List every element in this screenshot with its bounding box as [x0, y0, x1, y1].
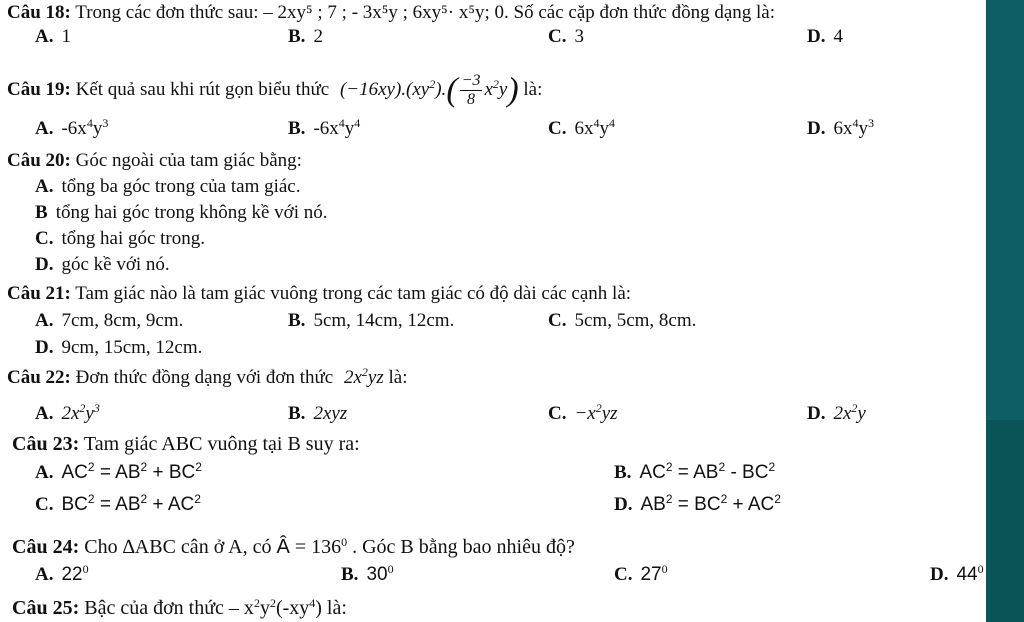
option-b[interactable] [288, 26, 323, 48]
option-d[interactable]: D. góc kề với nó. [35, 254, 170, 275]
option-letter: A. [35, 26, 54, 47]
option-letter: D. [807, 26, 826, 47]
option-a[interactable]: A. $AC^2 = AB^2 + BC^2$ [35, 460, 202, 483]
option-b[interactable]: B. $-6x^4y^4$ [288, 116, 361, 139]
option-a[interactable] [35, 26, 71, 48]
question-label: Câu 23: [12, 433, 80, 455]
option-b[interactable]: B. $AC^2 = AB^2 - BC^2$ [614, 460, 776, 483]
option-b[interactable]: B tổng hai góc trong không kề với nó. [35, 202, 328, 223]
option-c[interactable]: C. tổng hai góc trong. [35, 228, 206, 249]
option-d[interactable]: D. $44^0$ [930, 562, 984, 585]
option-value: 2 [313, 26, 323, 47]
question-20 [7, 150, 302, 172]
question-text: Tam giác nào là tam giác vuông trong các tam giác có độ dài các cạnh là: [70, 283, 632, 304]
option-b[interactable]: B. $30^0$ [341, 562, 394, 585]
option-d[interactable]: D. $6x^4y^3$ [807, 116, 874, 139]
expression: $2x^2yz$ [343, 365, 384, 388]
option-a[interactable]: A. $22^0$ [35, 562, 89, 585]
question-text: Kết quả sau khi rút gọn biểu thức [70, 78, 330, 100]
question-18 [7, 2, 775, 24]
option-value: 3 [574, 26, 584, 47]
question-text-end: . Góc B bằng bao nhiêu độ? [347, 536, 575, 558]
option-letter: C. [548, 26, 567, 47]
option-d[interactable]: D. $2x^2y$ [807, 401, 866, 424]
question-text: Trong các đơn thức sau: – 2xy⁵ ; 7 ; - 3x⁵y ; 6xy⁵· x⁵y; 0. Số các cặp đơn thức đồng dạng là: [70, 2, 775, 23]
option-a[interactable]: A. tổng ba góc trong của tam giác. [35, 176, 301, 197]
option-d[interactable]: D. $AB^2 = BC^2 + AC^2$ [614, 492, 781, 515]
question-24: Câu 24: Cho ∆ABC cân ở A, có Â = $136^0$ . Góc B bằng bao nhiêu độ? [12, 535, 575, 558]
question-suffix: là: [518, 78, 543, 100]
question-label: Câu 20: [7, 150, 71, 171]
question-text: Đơn thức đồng dạng với đơn thức [70, 367, 334, 388]
option-c[interactable]: C. 5cm, 5cm, 8cm. [548, 310, 697, 331]
fraction: $\frac{-3}{8}$ [461, 72, 481, 108]
question-text: Góc ngoài của tam giác bằng: [70, 150, 302, 171]
option-d[interactable] [807, 26, 843, 48]
question-text: Bậc của đơn thức – x [79, 597, 254, 619]
expression: $(-16xy).(xy^2)$.( $\frac{-3}{8}$ $x^2y$) [339, 71, 519, 109]
option-c[interactable]: C. $BC^2 = AB^2 + AC^2$ [35, 492, 201, 515]
question-23 [12, 433, 360, 455]
question-label: Câu 25: [12, 597, 80, 619]
question-suffix: là: [383, 367, 408, 388]
option-a[interactable]: A. $2x^2y^3$ [35, 401, 100, 424]
option-a[interactable]: A. $-6x^4y^3$ [35, 116, 109, 139]
option-letter: B. [288, 26, 306, 47]
option-c[interactable]: C. $6x^4y^4$ [548, 116, 615, 139]
option-c[interactable]: C. $-x^2yz$ [548, 401, 618, 424]
question-label: Câu 18: [7, 2, 71, 23]
question-21 [7, 283, 631, 305]
question-19 [7, 72, 542, 109]
question-text: Cho ∆ABC cân ở A, có [79, 536, 277, 558]
option-b[interactable]: B. 5cm, 14cm, 12cm. [288, 310, 455, 331]
question-label: Câu 21: [7, 283, 71, 304]
option-c[interactable]: C. $27^0$ [614, 562, 668, 585]
question-label: Câu 24: [12, 536, 80, 558]
question-22 [7, 367, 408, 389]
angle-value: = 136 [289, 536, 342, 558]
question-label: Câu 22: [7, 367, 71, 388]
option-value: 1 [61, 26, 71, 47]
option-d[interactable]: D. 9cm, 15cm, 12cm. [35, 337, 203, 358]
question-label: Câu 19: [7, 78, 71, 100]
option-b[interactable]: B. 2xyz [288, 403, 348, 424]
question-25: Câu 25: Bậc của đơn thức – $x^2y^2(-xy^4)$ là: [12, 596, 347, 619]
option-c[interactable] [548, 26, 584, 48]
option-value: 4 [833, 26, 843, 47]
angle-a: Â [276, 536, 290, 558]
question-text: Tam giác ABC vuông tại B suy ra: [79, 433, 360, 455]
side-bar-lower [986, 420, 1024, 622]
option-a[interactable]: A. 7cm, 8cm, 9cm. [35, 310, 184, 331]
